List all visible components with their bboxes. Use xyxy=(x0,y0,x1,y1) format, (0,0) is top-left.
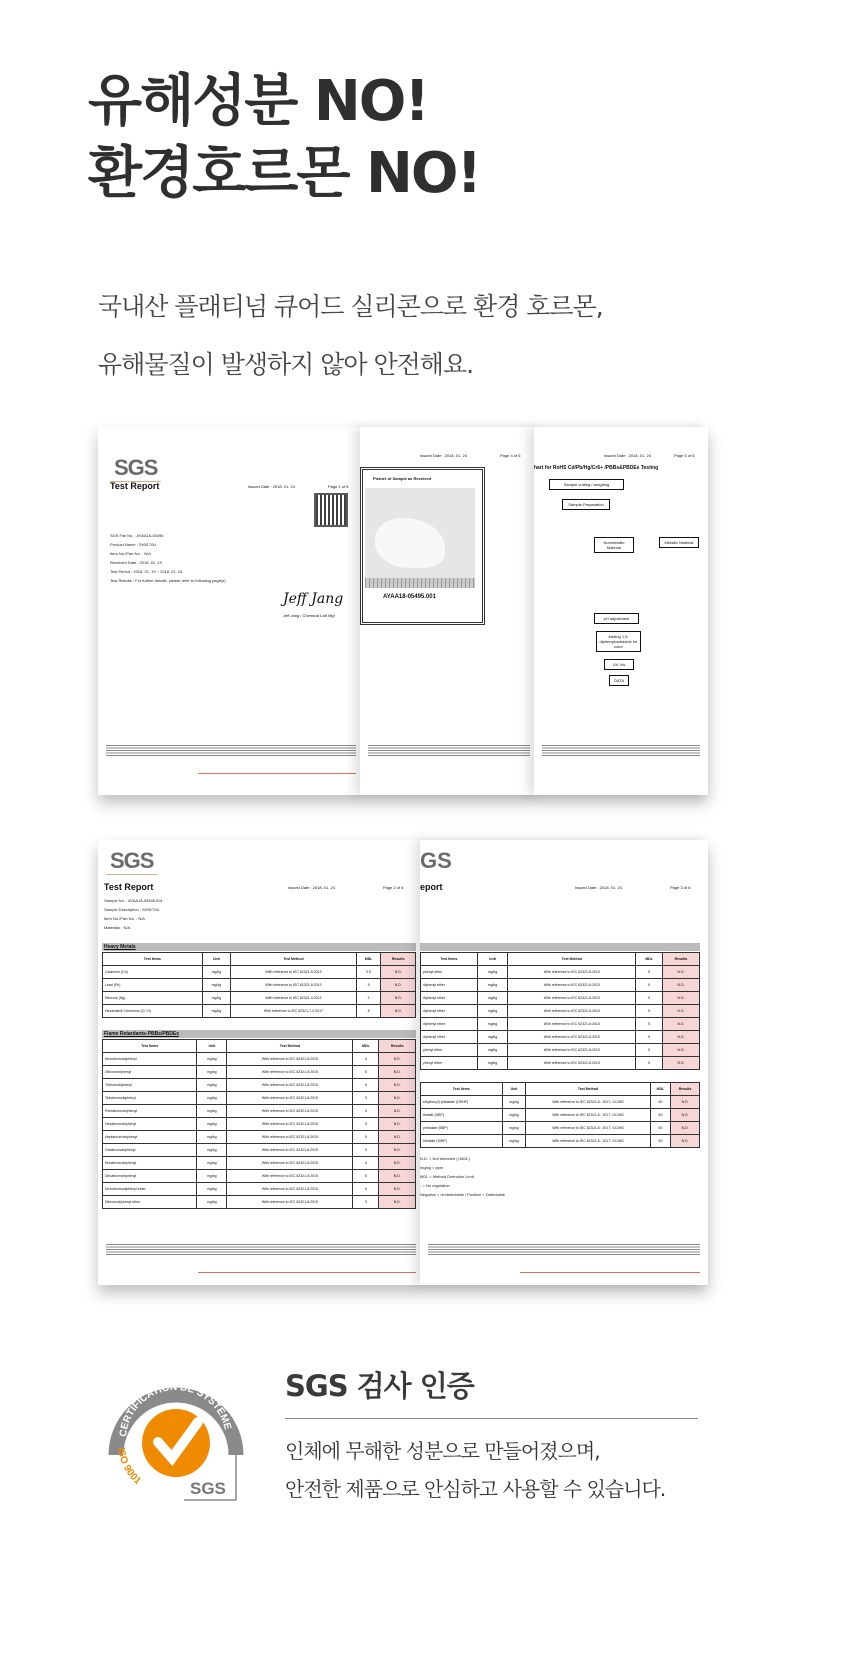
table-cell: With reference to IEC 62321-4:2013 xyxy=(231,992,357,1005)
table-cell: 8 xyxy=(356,1005,381,1018)
table-row xyxy=(103,979,416,992)
issued-date: Issued Date : 2018. 01. 24 xyxy=(604,453,651,458)
column-header: Results xyxy=(671,1083,700,1096)
table-cell: N.D. xyxy=(662,979,699,992)
table-cell: With reference to IEC 62321-6:2015 xyxy=(227,1170,353,1183)
fine-print xyxy=(542,745,700,757)
picture-caption: Picture of Sample as Received xyxy=(373,476,432,481)
table-cell: With reference to IEC 62321-6:2015 xyxy=(227,1196,353,1209)
table-cell: N.D. xyxy=(662,1031,699,1044)
section-heavy-metals: Heavy Metals xyxy=(102,943,416,951)
table-cell: With reference to IEC 62321-5:2013 xyxy=(231,966,357,979)
fine-print xyxy=(106,1244,416,1256)
table-cell: 2 xyxy=(356,992,381,1005)
table-cell: diphenyl ether xyxy=(421,1005,478,1018)
table-cell: N.D. xyxy=(671,1109,700,1122)
table-cell: mg/kg xyxy=(477,979,508,992)
sample-picture-frame xyxy=(360,467,485,625)
table-cell: diphenyl ether xyxy=(421,992,478,1005)
flow-step: DATA xyxy=(609,675,629,686)
table-cell: phthalate (BBP) xyxy=(421,1122,503,1135)
report-page-4 xyxy=(360,427,538,795)
table-cell: 5 xyxy=(636,1031,662,1044)
report-field: N.D. = Not detected (<MDL) xyxy=(420,1156,470,1161)
description-line-1: 국내산 플래티넘 큐어드 실리콘으로 환경 호르몬, xyxy=(98,292,603,321)
table-cell: Monobromobiphenyl xyxy=(103,1053,197,1066)
table-cell: N.D. xyxy=(379,1118,416,1131)
table-cell: Heptabromobiphenyl xyxy=(103,1131,197,1144)
table-cell: hthalate (DIBP) xyxy=(421,1135,503,1148)
column-header: Test Items xyxy=(103,953,203,966)
report-field: MDL = Method Detection Limit xyxy=(420,1174,474,1179)
table-row xyxy=(103,1105,416,1118)
table-cell: N.D. xyxy=(662,992,699,1005)
table-cell: mg/kg xyxy=(202,1005,230,1018)
table-cell: 5 xyxy=(636,979,662,992)
table-row xyxy=(103,1005,416,1018)
issued-date: Issued Date : 2018. 01. 24 xyxy=(420,453,467,458)
table-cell: 5 xyxy=(353,1079,379,1092)
table-cell: mg/kg xyxy=(197,1066,227,1079)
signer-name: Jeff Jang / Chemical Lab Mgr xyxy=(283,613,335,618)
table-cell: N.D. xyxy=(662,1005,699,1018)
table-row xyxy=(103,1066,416,1079)
table-cell: N.D. xyxy=(662,1057,699,1070)
sample-id: AYAA18-05495.001 xyxy=(383,594,436,600)
table-cell: mg/kg xyxy=(477,1005,508,1018)
table-cell: N.D. xyxy=(379,1105,416,1118)
table-row xyxy=(103,1157,416,1170)
sgs-logo: SGS xyxy=(110,455,161,482)
table-cell: mg/kg xyxy=(197,1092,227,1105)
table-cell: N.D. xyxy=(671,1122,700,1135)
table-cell: N.D. xyxy=(379,1183,416,1196)
table-cell: diphenyl ether xyxy=(421,979,478,992)
table-row xyxy=(103,966,416,979)
table-cell: With reference to IEC 62321-6:2015 xyxy=(508,1005,636,1018)
flow-step: Metallic Material xyxy=(659,537,699,548)
table-cell: With reference to IEC 62321-8 : 2017, GC/MS xyxy=(526,1122,650,1135)
table-cell: With reference to IEC 62321-8 : 2017, GC/MS xyxy=(526,1096,650,1109)
page-number: Page 5 of 6 xyxy=(674,453,695,458)
table-cell: N.D. xyxy=(381,1005,416,1018)
table-cell: N.D. xyxy=(381,966,416,979)
table-cell: Tribromobiphenyl xyxy=(103,1079,197,1092)
table-cell: 5 xyxy=(356,979,381,992)
column-header: MDL xyxy=(356,953,381,966)
table-row xyxy=(421,1044,700,1057)
report-field: Item No./Part No. : N/A xyxy=(110,551,151,556)
table-cell: 5 xyxy=(353,1196,379,1209)
certification-title: SGS 검사 인증 xyxy=(285,1369,474,1403)
svg-text:CERTIFICATION DE SYSTÈME: CERTIFICATION DE SYSTÈME xyxy=(118,1381,233,1438)
table-cell: 5 xyxy=(353,1157,379,1170)
report-field: Materials : N/A xyxy=(104,925,131,930)
table-row xyxy=(421,1122,700,1135)
table-cell: mg/kg xyxy=(477,1031,508,1044)
column-header: Test Items xyxy=(103,1040,197,1053)
table-cell: With reference to IEC 62321-6:2015 xyxy=(227,1092,353,1105)
column-header: Test Method xyxy=(227,1040,353,1053)
section-flame-retardants: Flame Retardants-PBBs/PBDEs xyxy=(102,1030,416,1038)
report-field: SGS File No. : AYAA18-05495 xyxy=(110,533,164,538)
table-cell: With reference to IEC 62321-6:2015 xyxy=(508,966,636,979)
table-row xyxy=(103,1118,416,1131)
table-cell: With reference to IEC 62321-8 : 2017, GC/MS xyxy=(526,1135,650,1148)
table-cell: N.D. xyxy=(379,1053,416,1066)
table-cell: mg/kg xyxy=(477,992,508,1005)
table-cell: 5 xyxy=(353,1144,379,1157)
table-cell: mg/kg xyxy=(202,966,230,979)
table-row xyxy=(103,1170,416,1183)
table-cell: mg/kg xyxy=(197,1079,227,1092)
table-cell: mg/kg xyxy=(197,1170,227,1183)
table-row xyxy=(421,966,700,979)
table-row xyxy=(103,1196,416,1209)
table-row xyxy=(421,1005,700,1018)
table-cell: Dibromodiphenyl ether xyxy=(103,1196,197,1209)
sgs-iso-9001-certification-logo xyxy=(104,1360,249,1505)
table-cell: mg/kg xyxy=(197,1105,227,1118)
table-cell: With reference to IEC 62321-5:2013 xyxy=(231,979,357,992)
column-header: MDL xyxy=(636,953,662,966)
table-cell: With reference to IEC 62321-6:2015 xyxy=(508,1031,636,1044)
table-cell: mg/kg xyxy=(477,1044,508,1057)
flame-retardants-table xyxy=(102,1039,416,1209)
flowchart-title: hart for RoHS Cd/Pb/Hg/Cr6+ /PBBs&PBDEs Testing xyxy=(534,465,659,471)
table-cell: Lead (Pb) xyxy=(103,979,203,992)
report-page-2 xyxy=(98,840,424,1285)
qr-code xyxy=(316,495,346,525)
table-cell: With reference to IEC 62321-6:2015 xyxy=(227,1157,353,1170)
table-cell: 5 xyxy=(353,1170,379,1183)
table-cell: N.D. xyxy=(379,1196,416,1209)
footer-line xyxy=(198,1272,416,1273)
report-page-1 xyxy=(98,427,364,795)
report-title: eport xyxy=(420,882,443,892)
table-cell: mg/kg xyxy=(202,979,230,992)
column-header: Unit xyxy=(202,953,230,966)
footer-line xyxy=(520,1272,700,1273)
table-cell: 50 xyxy=(650,1109,671,1122)
table-cell: 5 xyxy=(636,1005,662,1018)
flow-step: pH adjustment xyxy=(594,613,639,624)
table-cell: N.D. xyxy=(379,1079,416,1092)
table-cell: N.D. xyxy=(662,1018,699,1031)
table-cell: phenyl ether xyxy=(421,1057,478,1070)
table-cell: With reference to IEC 62321-6:2015 xyxy=(508,1018,636,1031)
headline-line-1: 유해성분 NO! xyxy=(88,69,428,134)
table-cell: mg/kg xyxy=(502,1122,526,1135)
sgs-logo: SGS xyxy=(106,848,157,875)
table-row xyxy=(421,979,700,992)
table-cell: With reference to IEC 62321-6:2015 xyxy=(227,1079,353,1092)
certification-line-1: 인체에 무해한 성분으로 만들어졌으며, xyxy=(285,1439,600,1463)
phthalates-table xyxy=(420,1082,700,1148)
table-cell: N.D. xyxy=(381,992,416,1005)
column-header: Test Items xyxy=(421,953,478,966)
report-field: Received Date : 2018. 01. 19 xyxy=(110,560,162,565)
report-field: - = No regulation xyxy=(420,1183,450,1188)
table-row xyxy=(103,1144,416,1157)
table-row xyxy=(421,1096,700,1109)
table-cell: N.D. xyxy=(662,1044,699,1057)
report-field: Sample No. : AYAA18-05495.001 xyxy=(104,898,163,903)
table-cell: Mercury (Hg) xyxy=(103,992,203,1005)
table-cell: 5 xyxy=(353,1066,379,1079)
table-cell: mg/kg xyxy=(197,1144,227,1157)
column-header: Unit xyxy=(197,1040,227,1053)
table-row xyxy=(103,1079,416,1092)
issued-date: Issued Date : 2018. 01. 24 xyxy=(575,885,622,890)
table-cell: diphenyl ether xyxy=(421,1018,478,1031)
headline-line-2: 환경호르몬 NO! xyxy=(88,141,480,206)
table-row xyxy=(103,992,416,1005)
table-row xyxy=(421,992,700,1005)
table-cell: 5 xyxy=(353,1131,379,1144)
table-row xyxy=(421,1031,700,1044)
table-cell: With reference to IEC 62321-7-2:2017 xyxy=(231,1005,357,1018)
issued-date: Issued Date : 2018. 01. 24 xyxy=(288,885,335,890)
heavy-metals-table xyxy=(102,952,416,1018)
column-header: MDL xyxy=(353,1040,379,1053)
table-row xyxy=(103,1092,416,1105)
flow-step: Adding 1,5-diphenylcarbazide for color xyxy=(596,631,641,652)
column-header: Test Method xyxy=(526,1083,650,1096)
table-cell: mg/kg xyxy=(202,992,230,1005)
table-cell: With reference to IEC 62321-6:2015 xyxy=(227,1118,353,1131)
footer-line xyxy=(198,773,356,774)
issued-date: Issued Date : 2018. 01. 24 xyxy=(248,484,295,489)
table-cell: Dibromobiphenyl xyxy=(103,1066,197,1079)
table-cell: With reference to IEC 62321-6:2015 xyxy=(508,992,636,1005)
table-cell: 5 xyxy=(353,1053,379,1066)
table-cell: With reference to IEC 62321-6:2015 xyxy=(227,1053,353,1066)
table-cell: mg/kg xyxy=(197,1196,227,1209)
column-header: Test Items xyxy=(421,1083,503,1096)
report-notes xyxy=(420,1156,700,1198)
table-cell: Cadmium (Cd) xyxy=(103,966,203,979)
table-cell: thalate (DBP) xyxy=(421,1109,503,1122)
column-header: Results xyxy=(662,953,699,966)
column-header: Test Method xyxy=(508,953,636,966)
report-page-3 xyxy=(420,840,708,1285)
table-cell: mg/kg xyxy=(502,1135,526,1148)
table-cell: mg/kg xyxy=(477,966,508,979)
table-cell: mg/kg xyxy=(502,1109,526,1122)
table-cell: mg/kg xyxy=(477,1018,508,1031)
table-cell: 50 xyxy=(650,1096,671,1109)
table-cell: phenyl ether xyxy=(421,1044,478,1057)
table-cell: 5 xyxy=(636,1044,662,1057)
report-field: Test Period : 2018. 01. 19 ~ 2018. 01. 24 xyxy=(110,569,183,574)
table-cell: 50 xyxy=(650,1135,671,1148)
table-cell: With reference to IEC 62321-6:2015 xyxy=(508,1044,636,1057)
table-row xyxy=(421,1135,700,1148)
table-cell: N.D. xyxy=(671,1096,700,1109)
table-cell: mg/kg xyxy=(197,1131,227,1144)
table-cell: With reference to IEC 62321-6:2015 xyxy=(227,1105,353,1118)
table-cell: 5 xyxy=(353,1092,379,1105)
fine-print xyxy=(428,1244,700,1256)
test-report-set-1 xyxy=(98,427,708,795)
column-header: Unit xyxy=(477,953,508,966)
table-cell: N.D. xyxy=(671,1135,700,1148)
table-row xyxy=(103,1053,416,1066)
table-cell: N.D. xyxy=(379,1092,416,1105)
report-title: Test Report xyxy=(110,481,160,491)
iso-label: ISO 9001 xyxy=(115,1446,143,1487)
table-cell: 5 xyxy=(353,1118,379,1131)
table-row xyxy=(421,1109,700,1122)
table-cell: 5 xyxy=(353,1183,379,1196)
column-header: Test Method xyxy=(231,953,357,966)
headline xyxy=(88,66,480,210)
flow-step: Nonmetallic Material xyxy=(594,537,634,553)
table-cell: Hexabromobiphenyl xyxy=(103,1118,197,1131)
report-field: Negative = Undetectable / Positive = Detectable xyxy=(420,1192,505,1197)
fine-print xyxy=(368,745,530,757)
report-field: Item No./Part No. : N/A xyxy=(104,916,145,921)
table-cell: N.D. xyxy=(379,1131,416,1144)
report-page-5 xyxy=(534,427,708,795)
table-cell: mg/kg xyxy=(197,1053,227,1066)
table-row xyxy=(103,1183,416,1196)
report-field: Test Results : For further details, please refer to following page(s) xyxy=(110,578,226,583)
table-cell: mg/kg xyxy=(197,1157,227,1170)
table-cell: 0.5 xyxy=(356,966,381,979)
sgs-logo: GS xyxy=(420,848,452,873)
table-cell: Nonabromobiphenyl xyxy=(103,1157,197,1170)
table-cell: N.D. xyxy=(662,966,699,979)
table-cell: 5 xyxy=(636,966,662,979)
table-row xyxy=(421,1018,700,1031)
table-cell: With reference to IEC 62321-6:2015 xyxy=(227,1131,353,1144)
report-fields xyxy=(110,533,310,587)
table-row xyxy=(421,1057,700,1070)
certification-description xyxy=(285,1432,665,1508)
flow-step: UV-Vis xyxy=(604,659,634,670)
pbde-table xyxy=(420,952,700,1070)
table-cell: With reference to IEC 62321-6:2015 xyxy=(508,979,636,992)
certification-line-2: 안전한 제품으로 안심하고 사용할 수 있습니다. xyxy=(285,1477,666,1501)
report-fields xyxy=(104,898,304,934)
test-report-set-2 xyxy=(98,840,708,1285)
table-cell: diphenyl ether xyxy=(421,1031,478,1044)
fine-print xyxy=(106,745,356,757)
column-header: MDL xyxy=(650,1083,671,1096)
page-number: Page 2 of 6 xyxy=(383,885,404,890)
report-field: Product Name : SH5170U xyxy=(110,542,157,547)
sample-photo xyxy=(365,488,475,588)
table-cell: phenyl ether xyxy=(421,966,478,979)
report-title: Test Report xyxy=(104,882,154,892)
description xyxy=(98,278,603,394)
flow-step: Sample Preparation xyxy=(562,499,610,510)
table-cell: Tetrabromobiphenyl xyxy=(103,1092,197,1105)
table-cell: Pentabromobiphenyl xyxy=(103,1105,197,1118)
table-cell: With reference to IEC 62321-6:2015 xyxy=(227,1066,353,1079)
table-cell: mg/kg xyxy=(502,1096,526,1109)
table-cell: N.D. xyxy=(379,1170,416,1183)
table-cell: Octabromobiphenyl xyxy=(103,1144,197,1157)
table-cell: 5 xyxy=(636,992,662,1005)
table-cell: N.D. xyxy=(381,979,416,992)
table-cell: With reference to IEC 62321-8 : 2017, GC/MS xyxy=(526,1109,650,1122)
column-header: Results xyxy=(381,953,416,966)
divider xyxy=(285,1418,698,1419)
table-cell: With reference to IEC 62321-6:2015 xyxy=(227,1183,353,1196)
report-field: mg/kg = ppm xyxy=(420,1165,444,1170)
table-cell: 5 xyxy=(636,1018,662,1031)
table-cell: Hexavalent Chromium (Cr VI) xyxy=(103,1005,203,1018)
column-header: Results xyxy=(379,1040,416,1053)
page-number: Page 4 of 6 xyxy=(500,453,521,458)
table-cell: N.D. xyxy=(379,1144,416,1157)
sgs-brand-text: SGS xyxy=(190,1479,226,1498)
table-cell: 5 xyxy=(636,1057,662,1070)
table-cell: Monobromodiphenyl ether xyxy=(103,1183,197,1196)
table-cell: mg/kg xyxy=(477,1057,508,1070)
table-cell: ethylhexyl) phthalate (DEHP) xyxy=(421,1096,503,1109)
table-cell: N.D. xyxy=(379,1157,416,1170)
page-number: Page 3 of 6 xyxy=(670,885,691,890)
flow-step: Sample cutting / weighing xyxy=(549,479,624,490)
table-cell: 5 xyxy=(353,1105,379,1118)
signature: Jeff Jang xyxy=(283,591,344,607)
column-header: Unit xyxy=(502,1083,526,1096)
table-cell: With reference to IEC 62321-6:2015 xyxy=(508,1057,636,1070)
table-cell: N.D. xyxy=(379,1066,416,1079)
page-number: Page 1 of 6 xyxy=(328,484,349,489)
report-field: Sample Description : SH5170U xyxy=(104,907,160,912)
table-cell: Decabromobiphenyl xyxy=(103,1170,197,1183)
table-cell: mg/kg xyxy=(197,1183,227,1196)
table-cell: With reference to IEC 62321-6:2015 xyxy=(227,1144,353,1157)
table-cell: 50 xyxy=(650,1122,671,1135)
description-line-2: 유해물질이 발생하지 않아 안전해요. xyxy=(98,350,474,379)
table-row xyxy=(103,1131,416,1144)
table-cell: mg/kg xyxy=(197,1118,227,1131)
